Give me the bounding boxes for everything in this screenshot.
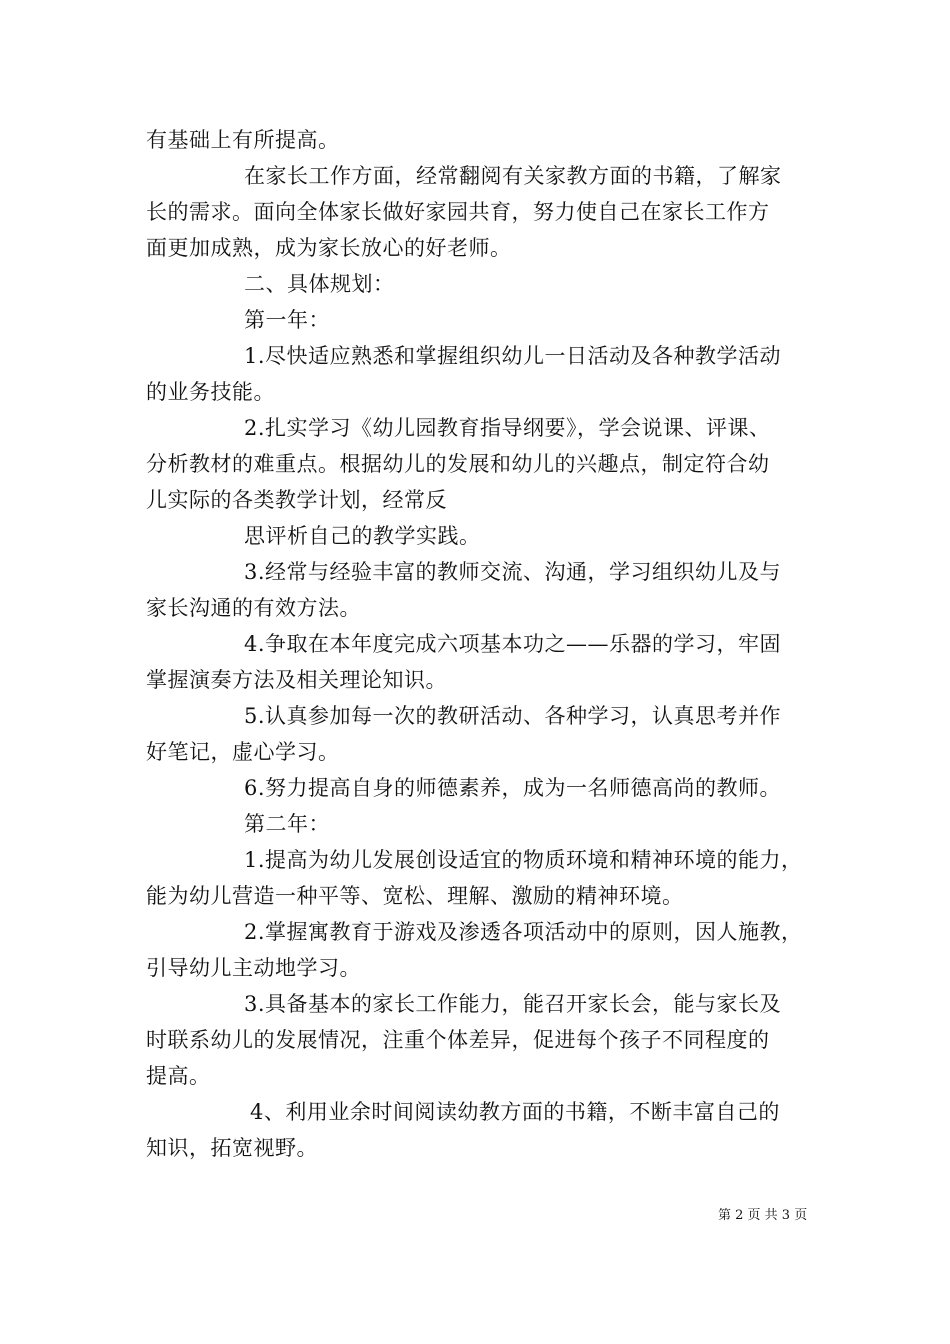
section-heading: 二、具体规划：	[244, 272, 395, 296]
text-line: 3.具备基本的家长工作能力，能召开家长会，能与家长及	[244, 992, 782, 1016]
text-line: 提高。	[146, 1064, 211, 1088]
text-line: 1.尽快适应熟悉和掌握组织幼儿一日活动及各种教学活动	[244, 344, 782, 368]
text-line: 长的需求。面向全体家长做好家园共育，努力使自己在家长工作方	[146, 200, 770, 224]
text-line: 分析教材的难重点。根据幼儿的发展和幼儿的兴趣点，制定符合幼	[146, 452, 770, 476]
text-line: 好笔记，虚心学习。	[146, 740, 340, 764]
text-line: 掌握演奏方法及相关理论知识。	[146, 668, 447, 692]
text-line: 引导幼儿主动地学习。	[146, 956, 361, 980]
text-line: 2.扎实学习《幼儿园教育指导纲要》，学会说课、评课、	[244, 416, 771, 440]
year-heading: 第一年：	[244, 308, 330, 332]
text-line: 5.认真参加每一次的教研活动、各种学习，认真思考并作	[244, 704, 782, 728]
text-line: 1.提高为幼儿发展创设适宜的物质环境和精神环境的能力，	[244, 848, 803, 872]
text-line: 儿实际的各类教学计划，经常反	[146, 488, 447, 512]
text-line: 6.努力提高自身的师德素养，成为一名师德高尚的教师。	[244, 776, 782, 800]
text-line: 知识，拓宽视野。	[146, 1136, 318, 1160]
text-line: 面更加成熟，成为家长放心的好老师。	[146, 236, 512, 260]
text-line: 4、利用业余时间阅读幼教方面的书籍，不断丰富自己的	[250, 1100, 780, 1124]
text-line: 时联系幼儿的发展情况，注重个体差异，促进每个孩子不同程度的	[146, 1028, 770, 1052]
year-heading: 第二年：	[244, 812, 330, 836]
text-line: 有基础上有所提高。	[146, 128, 340, 152]
text-line: 能为幼儿营造一种平等、宽松、理解、激励的精神环境。	[146, 884, 684, 908]
text-line: 思评析自己的教学实践。	[244, 524, 481, 548]
text-line: 家长沟通的有效方法。	[146, 596, 361, 620]
text-line: 在家长工作方面，经常翻阅有关家教方面的书籍，了解家	[244, 164, 782, 188]
text-line: 2.掌握寓教育于游戏及渗透各项活动中的原则，因人施教，	[244, 920, 803, 944]
page-number: 第 2 页 共 3 页	[718, 1208, 808, 1223]
text-line: 的业务技能。	[146, 380, 275, 404]
text-line: 3.经常与经验丰富的教师交流、沟通，学习组织幼儿及与	[244, 560, 782, 584]
text-line: 4.争取在本年度完成六项基本功之——乐器的学习，牢固	[244, 632, 782, 656]
